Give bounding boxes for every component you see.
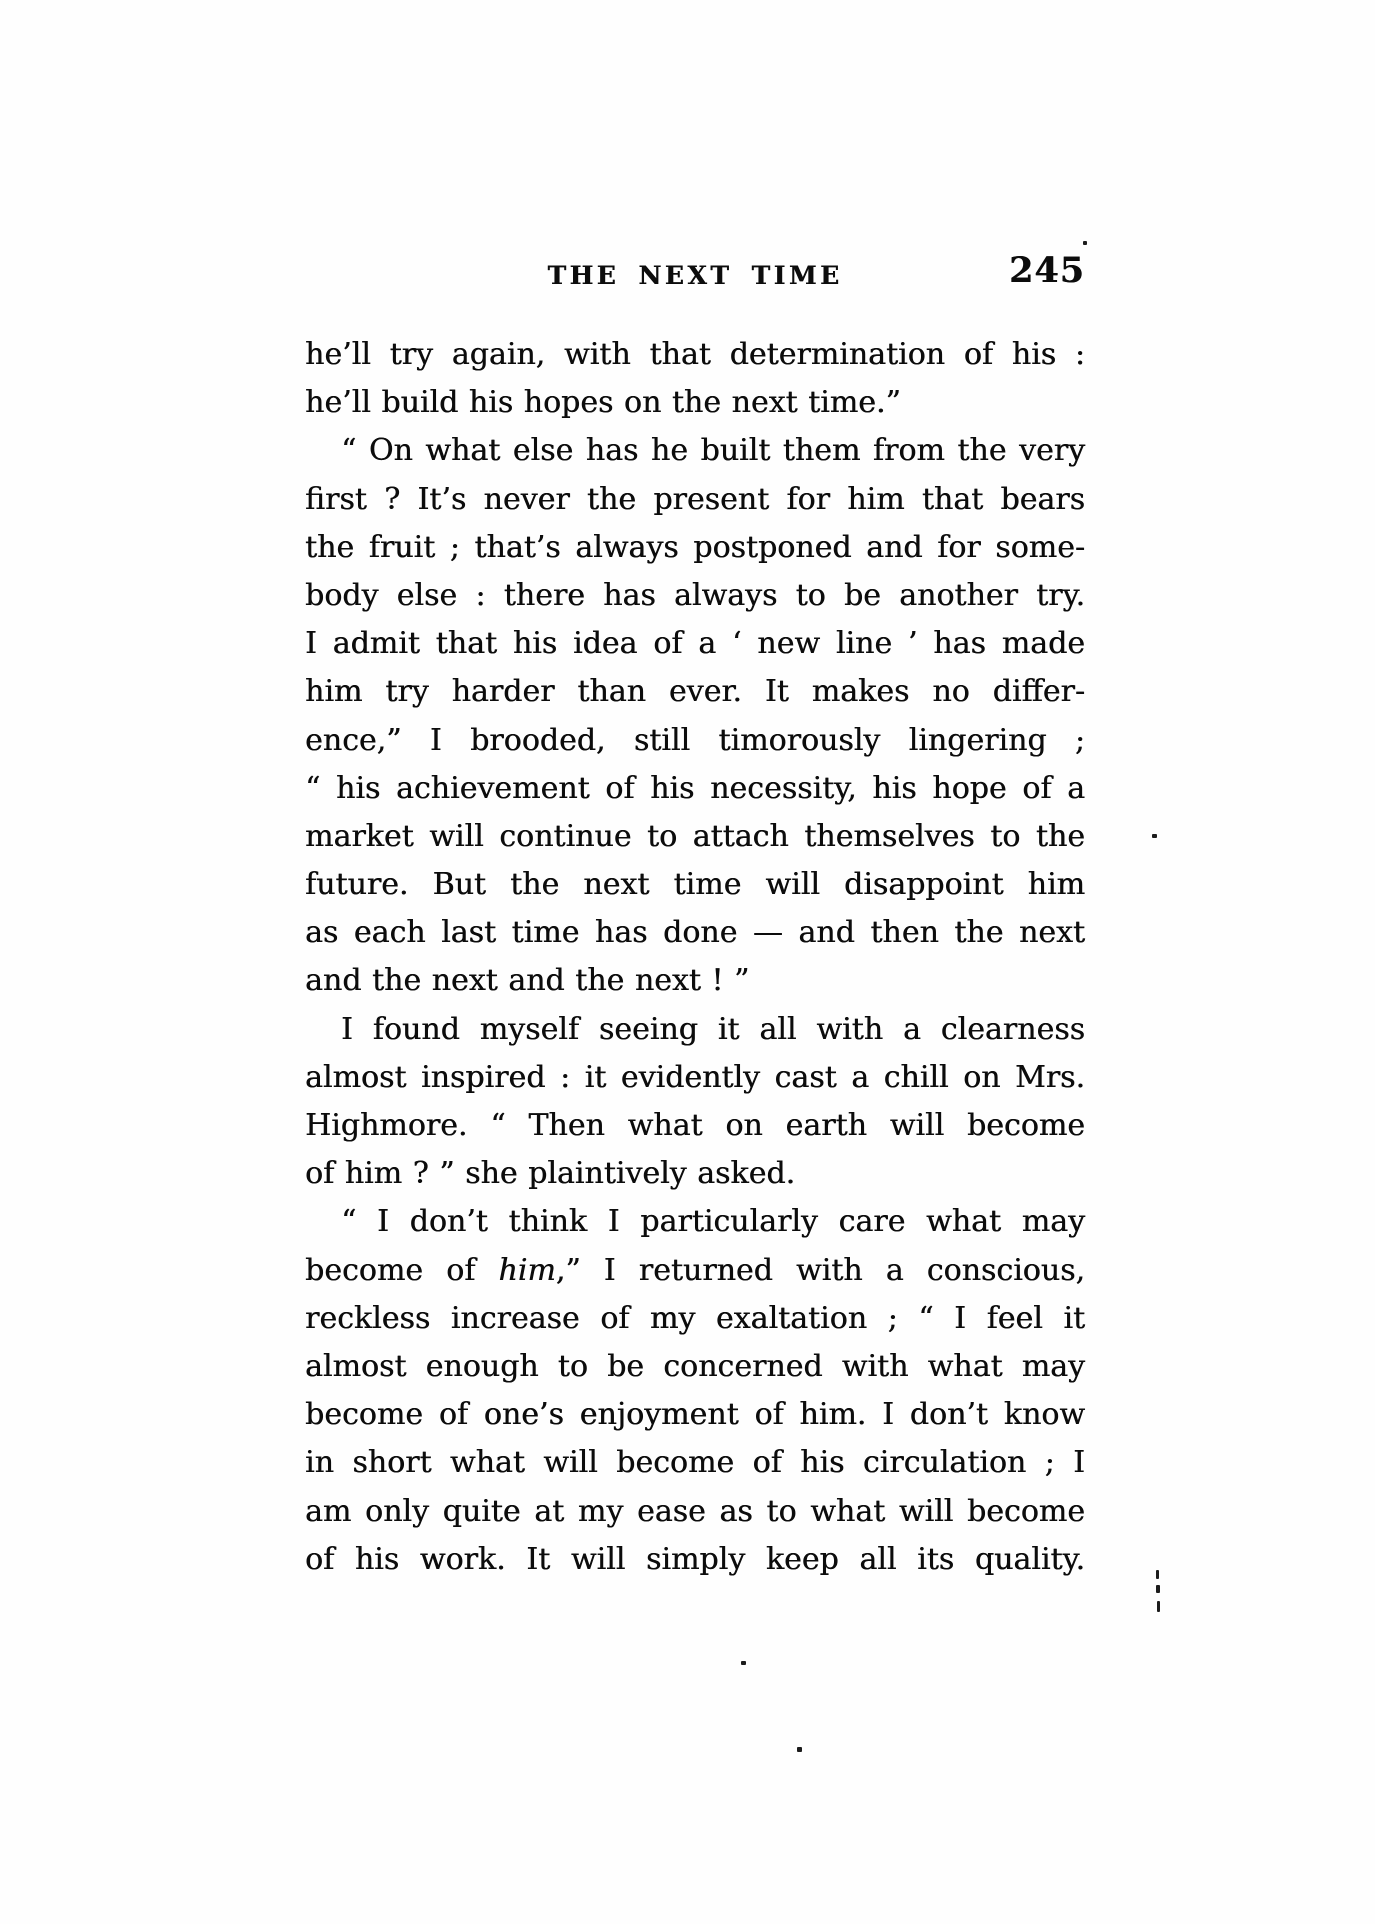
text-segment: become of one’s enjoyment of him. I don’t know — [305, 1397, 1085, 1433]
text-line — [305, 813, 1085, 861]
text-line — [305, 379, 1085, 427]
text-segment: become of — [305, 1252, 499, 1288]
text-segment: am only quite at my ease as to what will become — [305, 1493, 1085, 1529]
text-segment: he’ll build his hopes on the next time.” — [305, 385, 901, 421]
text-segment: future. But the next time will disappoint him — [305, 867, 1085, 903]
text-segment: I admit that his idea of a ‘ new line ’ has made — [305, 626, 1085, 662]
text-line — [305, 1343, 1085, 1391]
text-segment: in short what will become of his circulation ; I — [305, 1445, 1085, 1481]
text-segment: “ On what else has he built them from the very — [341, 433, 1085, 469]
text-line — [305, 1102, 1085, 1150]
text-line — [305, 1006, 1085, 1054]
text-line — [305, 765, 1085, 813]
text-segment: of his work. It will simply keep all its quality. — [305, 1541, 1085, 1577]
text-segment: reckless increase of my exaltation ; “ I feel it — [305, 1300, 1085, 1336]
text-segment: “ his achievement of his necessity, his hope of a — [305, 770, 1085, 806]
scan-speck — [797, 1747, 802, 1752]
text-line — [305, 1150, 1085, 1198]
text-line — [305, 1439, 1085, 1487]
text-segment: ,” I returned with a conscious, — [555, 1252, 1085, 1288]
page-header — [305, 250, 1085, 302]
running-title: THE NEXT TIME — [547, 261, 843, 290]
scan-speck — [1156, 1585, 1160, 1593]
text-segment: he’ll try again, with that determination of his : — [305, 337, 1085, 372]
text-line — [305, 1488, 1085, 1536]
text-line — [305, 1198, 1085, 1246]
text-line — [305, 524, 1085, 572]
text-segment: Highmore. “ Then what on earth will become — [305, 1108, 1085, 1143]
text-line — [305, 1054, 1085, 1102]
text-segment: “ I don’t think I particularly care what may — [341, 1204, 1085, 1240]
text-line — [305, 957, 1085, 1005]
text-line — [305, 909, 1085, 957]
text-segment: almost inspired : it evidently cast a chill on Mrs. — [305, 1059, 1085, 1095]
text-segment: almost enough to be concerned with what may — [305, 1348, 1085, 1384]
scan-speck — [1083, 241, 1087, 245]
text-segment: ence,” I brooded, still timorously lingering ; — [305, 722, 1085, 758]
scan-speck — [1156, 1570, 1159, 1579]
italic-word: him — [498, 1252, 556, 1288]
text-segment: body else : there has always to be another try. — [305, 577, 1085, 613]
text-line — [305, 1391, 1085, 1439]
text-line — [305, 331, 1085, 379]
scan-speck — [1157, 1601, 1160, 1612]
text-segment: of him ? ” she plaintively asked. — [305, 1156, 796, 1192]
scan-speck — [741, 1661, 746, 1665]
text-line — [305, 861, 1085, 909]
text-line — [305, 572, 1085, 620]
text-line — [305, 1295, 1085, 1343]
text-line — [305, 668, 1085, 716]
text-line — [305, 1536, 1085, 1584]
text-line — [305, 476, 1085, 524]
text-segment: the fruit ; that’s always postponed and for some- — [305, 529, 1085, 565]
text-line — [305, 427, 1085, 475]
page-text — [305, 331, 1085, 1584]
text-segment: I found myself seeing it all with a clearness — [341, 1011, 1085, 1047]
text-segment: and the next and the next ! ” — [305, 963, 750, 999]
page-number: 245 — [1008, 250, 1085, 291]
text-segment: as each last time has done — and then the next — [305, 915, 1085, 951]
text-segment: first ? It’s never the present for him that bears — [305, 481, 1085, 517]
text-segment: market will continue to attach themselves to the — [305, 818, 1085, 854]
text-line — [305, 620, 1085, 668]
text-line — [305, 717, 1085, 765]
text-segment: him try harder than ever. It makes no differ- — [305, 674, 1085, 710]
scan-speck — [1152, 834, 1157, 838]
text-line — [305, 1247, 1085, 1295]
